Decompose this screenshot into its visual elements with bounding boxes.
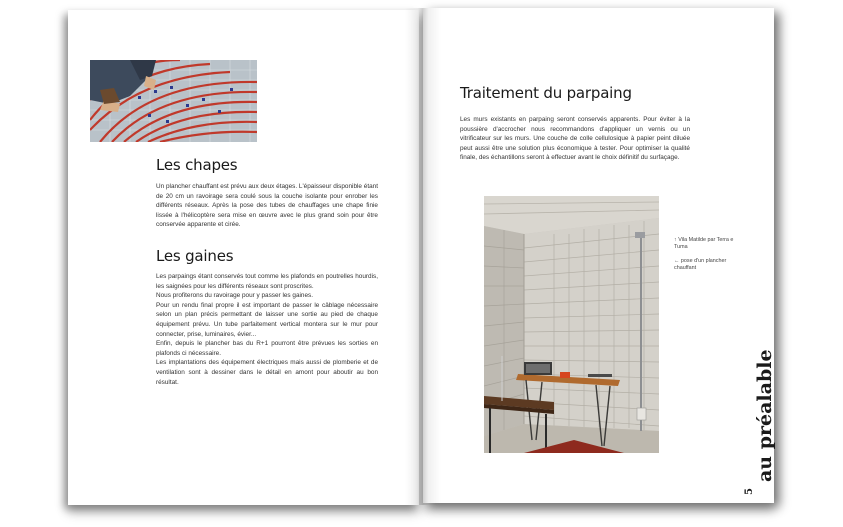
gaines-line: Nous profiterons du ravoirage pour y passer les gaines.: [156, 292, 314, 300]
heading-les-chapes: Les chapes: [156, 156, 238, 174]
gaines-line: Les parpaings étant conservés tout comme les plafonds en poutrelles hourdis, les saignées pour les différents réseaux sont proscrites.: [156, 273, 378, 290]
paragraph-chapes: Un plancher chauffant est prévu aux deux étages. L'épaisseur disponible étant de 20 cm un ravoirage sera coulé sous la couche isolante pour enrober les différents réseaux. Après la pose des tubes de chauffages une chape finie lissée à l'hélicoptère sera mise en œuvre avec le plus grand soin pour être conservée apparente et cirée.: [156, 183, 378, 229]
gaines-line: Les implantations des équipement électriques mais aussi de plomberie et de ventilation sont à dessiner dans le détail en amont pour aboutir au bon résultat.: [156, 359, 378, 386]
paragraph-parpaing: Les murs existants en parpaing seront conservés apparents. Pour éviter à la poussière d'accrocher nous recommandons d'appliquer un vernis ou un vitrificateur sur les murs. Une couche de colle cellulosique à papier peint diluée peut aussi être une solution plus économique à tester. Pour optimiser la qualité finale, des échantillons seront à effectuer avant le choix définitif du surfaçage.: [460, 116, 690, 162]
chapter-title: [724, 349, 778, 484]
chapter-title-text: au préalable: [754, 349, 776, 482]
underfloor-heating-photo: [90, 60, 257, 142]
book-gutter: [405, 8, 441, 505]
paragraph-gaines: [156, 272, 378, 387]
gaines-line: Enfin, depuis le plancher bas du R+1 pourront être prévues les sorties en plafonds ci nécessaire.: [156, 340, 378, 357]
caption-left-photo: ← pose d'un plancher chauffant: [674, 258, 727, 272]
block-wall-room-photo: [484, 196, 659, 453]
page-number: [743, 482, 757, 496]
right-page: [423, 8, 774, 503]
heading-les-gaines: Les gaines: [156, 247, 234, 265]
caption-photo-credit: ↑ Vila Matilde par Terra e Tuma: [674, 237, 734, 251]
page-number-text: 5: [744, 488, 755, 495]
heading-traitement-du-parpaing: Traitement du parpaing: [460, 84, 632, 102]
gaines-line: Pour un rendu final propre il est important de passer le câblage nécessaire selon un plan précis permettant de laisser une sortie au pied de chaque équipement prévu. Un tube parfaitement vertical montera sur le mur pour connecter, prise, luminaires, évier...: [156, 301, 378, 338]
left-page: [68, 10, 419, 505]
